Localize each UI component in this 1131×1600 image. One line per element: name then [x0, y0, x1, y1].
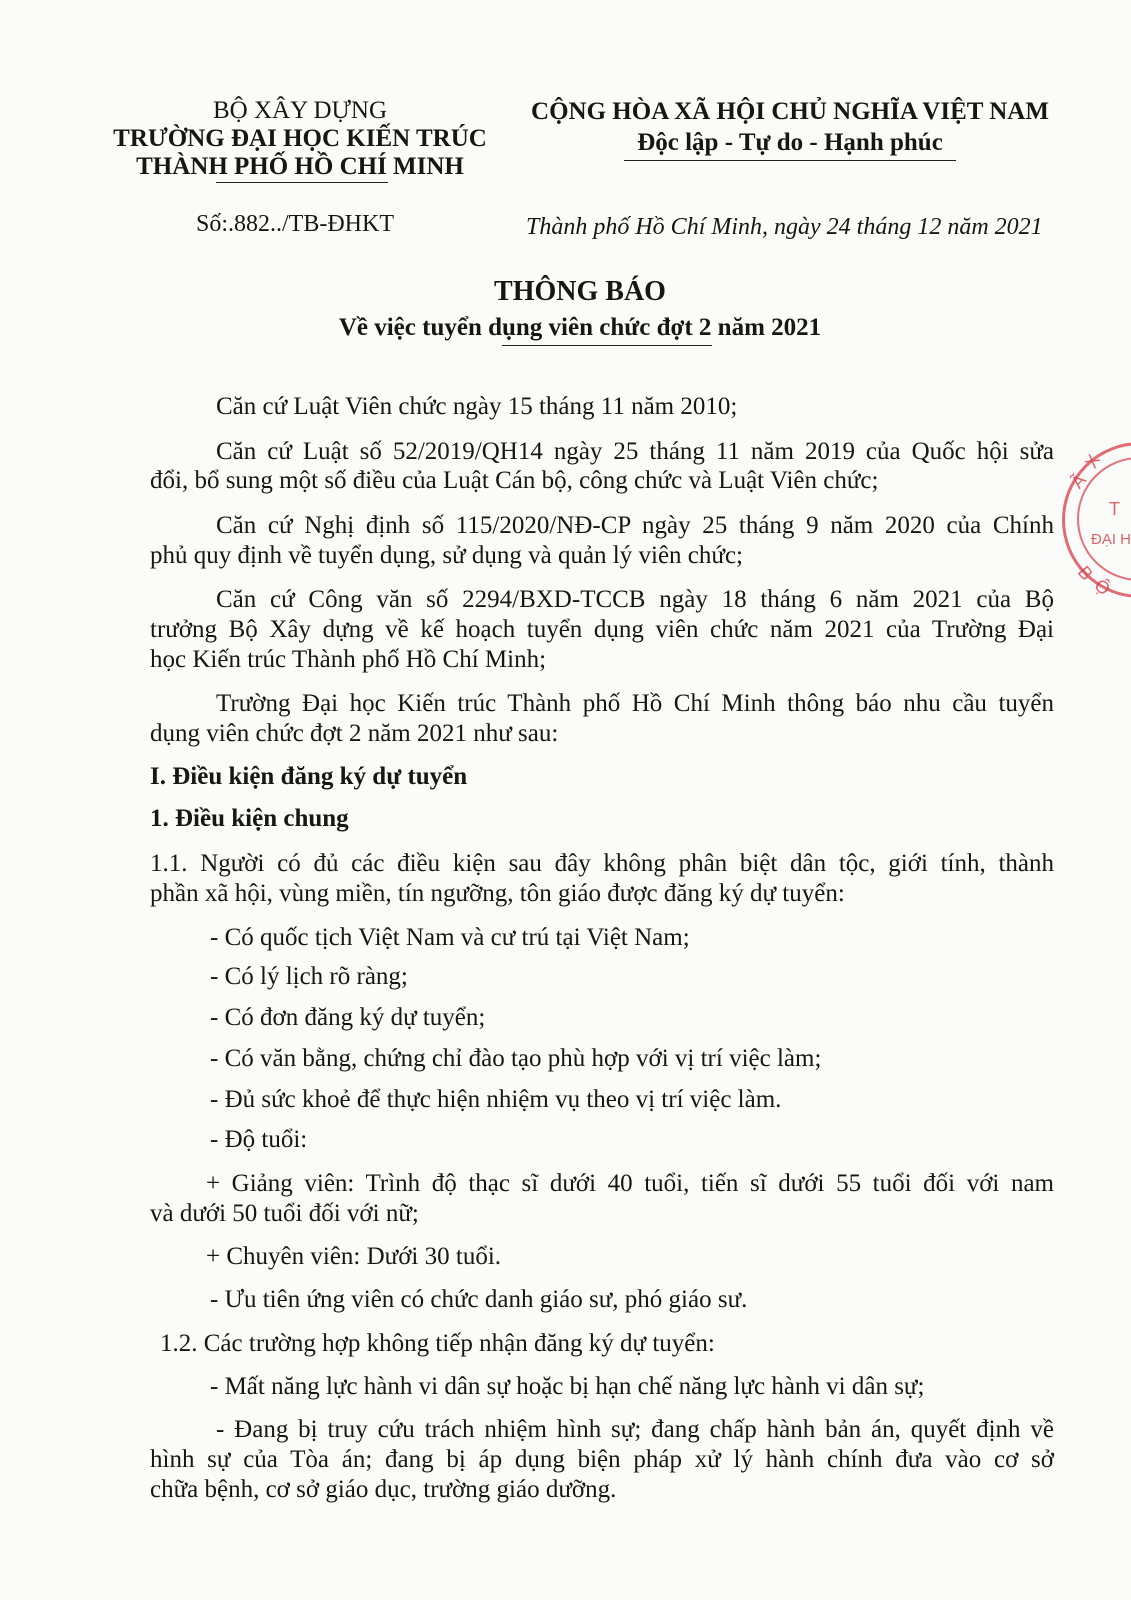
- condition-item: - Có văn bằng, chứng chỉ đào tạo phù hợp với vị trí việc làm;: [210, 1045, 822, 1072]
- basis-paragraph: Căn cứ Luật số 52/2019/QH14 ngày 25 tháng 11 năm 2019 của Quốc hội sửa: [216, 438, 1054, 465]
- basis-paragraph: trưởng Bộ Xây dựng về kế hoạch tuyển dụng viên chức năm 2021 của Trường Đại: [150, 616, 1054, 643]
- notice-paragraph: Trường Đại học Kiến trúc Thành phố Hồ Chí Minh thông báo nhu cầu tuyển: [216, 690, 1054, 717]
- age-requirement: và dưới 50 tuổi đối với nữ;: [150, 1200, 419, 1227]
- exclusion-item: - Mất năng lực hành vi dân sự hoặc bị hạn chế năng lực hành vi dân sự;: [210, 1373, 925, 1400]
- basis-paragraph: Căn cứ Luật Viên chức ngày 15 tháng 11 năm 2010;: [216, 393, 738, 420]
- condition-item: - Có quốc tịch Việt Nam và cư trú tại Việt Nam;: [210, 924, 690, 951]
- basis-paragraph: đổi, bổ sung một số điều của Luật Cán bộ, công chức và Luật Viên chức;: [150, 467, 879, 494]
- condition-item: - Độ tuổi:: [210, 1126, 308, 1153]
- condition-item: - Có đơn đăng ký dự tuyển;: [210, 1004, 486, 1031]
- basis-paragraph: phủ quy định về tuyển dụng, sử dụng và quản lý viên chức;: [150, 542, 743, 569]
- condition-intro: phần xã hội, vùng miền, tín ngưỡng, tôn giáo được đăng ký dự tuyển:: [150, 880, 845, 907]
- ministry-name: BỘ XÂY DỰNG: [212, 97, 388, 124]
- official-seal-icon: X Ã T ĐẠI H B Ộ: [1062, 442, 1131, 598]
- document-number: Số:.882../TB-ĐHKT: [196, 211, 394, 237]
- age-requirement: + Giảng viên: Trình độ thạc sĩ dưới 40 tuổi, tiến sĩ dưới 55 tuổi đối với nam: [206, 1170, 1054, 1197]
- subtitle-underline: [502, 345, 712, 346]
- subsection-heading: 1. Điều kiện chung: [150, 805, 349, 832]
- exclusion-intro: 1.2. Các trường hợp không tiếp nhận đăng ký dự tuyển:: [160, 1330, 715, 1357]
- university-name: TRƯỜNG ĐẠI HỌC KIẾN TRÚC: [113, 125, 487, 152]
- condition-item: - Có lý lịch rõ ràng;: [210, 963, 408, 990]
- document-title: THÔNG BÁO: [494, 276, 666, 307]
- section-heading: I. Điều kiện đăng ký dự tuyển: [150, 763, 468, 790]
- university-city: THÀNH PHỐ HỒ CHÍ MINH: [136, 153, 464, 180]
- left-header-underline: [216, 182, 388, 183]
- document-subtitle: Về việc tuyển dụng viên chức đợt 2 năm 2021: [338, 314, 822, 341]
- condition-intro: 1.1. Người có đủ các điều kiện sau đây không phân biệt dân tộc, giới tính, thành: [150, 850, 1054, 877]
- country-motto: Độc lập - Tự do - Hạnh phúc: [637, 129, 943, 156]
- document-date: Thành phố Hồ Chí Minh, ngày 24 tháng 12 năm 2021: [526, 214, 1043, 240]
- exclusion-item: - Đang bị truy cứu trách nhiệm hình sự; đang chấp hành bản án, quyết định về: [216, 1416, 1054, 1443]
- priority-note: - Ưu tiên ứng viên có chức danh giáo sư, phó giáo sư.: [210, 1286, 748, 1313]
- right-header-underline: [624, 160, 956, 161]
- exclusion-item: chữa bệnh, cơ sở giáo dục, trường giáo dưỡng.: [150, 1476, 617, 1503]
- basis-paragraph: Căn cứ Nghị định số 115/2020/NĐ-CP ngày 25 tháng 9 năm 2020 của Chính: [216, 512, 1054, 539]
- age-requirement: + Chuyên viên: Dưới 30 tuổi.: [206, 1243, 502, 1270]
- notice-paragraph: dụng viên chức đợt 2 năm 2021 như sau:: [150, 720, 559, 747]
- exclusion-item: hình sự của Tòa án; đang bị áp dụng biện pháp xử lý hành chính đưa vào cơ sở: [150, 1446, 1054, 1473]
- country-name: CỘNG HÒA XÃ HỘI CHỦ NGHĨA VIỆT NAM: [531, 98, 1049, 125]
- condition-item: - Đủ sức khoẻ để thực hiện nhiệm vụ theo vị trí việc làm.: [210, 1086, 782, 1113]
- basis-paragraph: học Kiến trúc Thành phố Hồ Chí Minh;: [150, 646, 547, 673]
- basis-paragraph: Căn cứ Công văn số 2294/BXD-TCCB ngày 18 tháng 6 năm 2021 của Bộ: [216, 586, 1054, 613]
